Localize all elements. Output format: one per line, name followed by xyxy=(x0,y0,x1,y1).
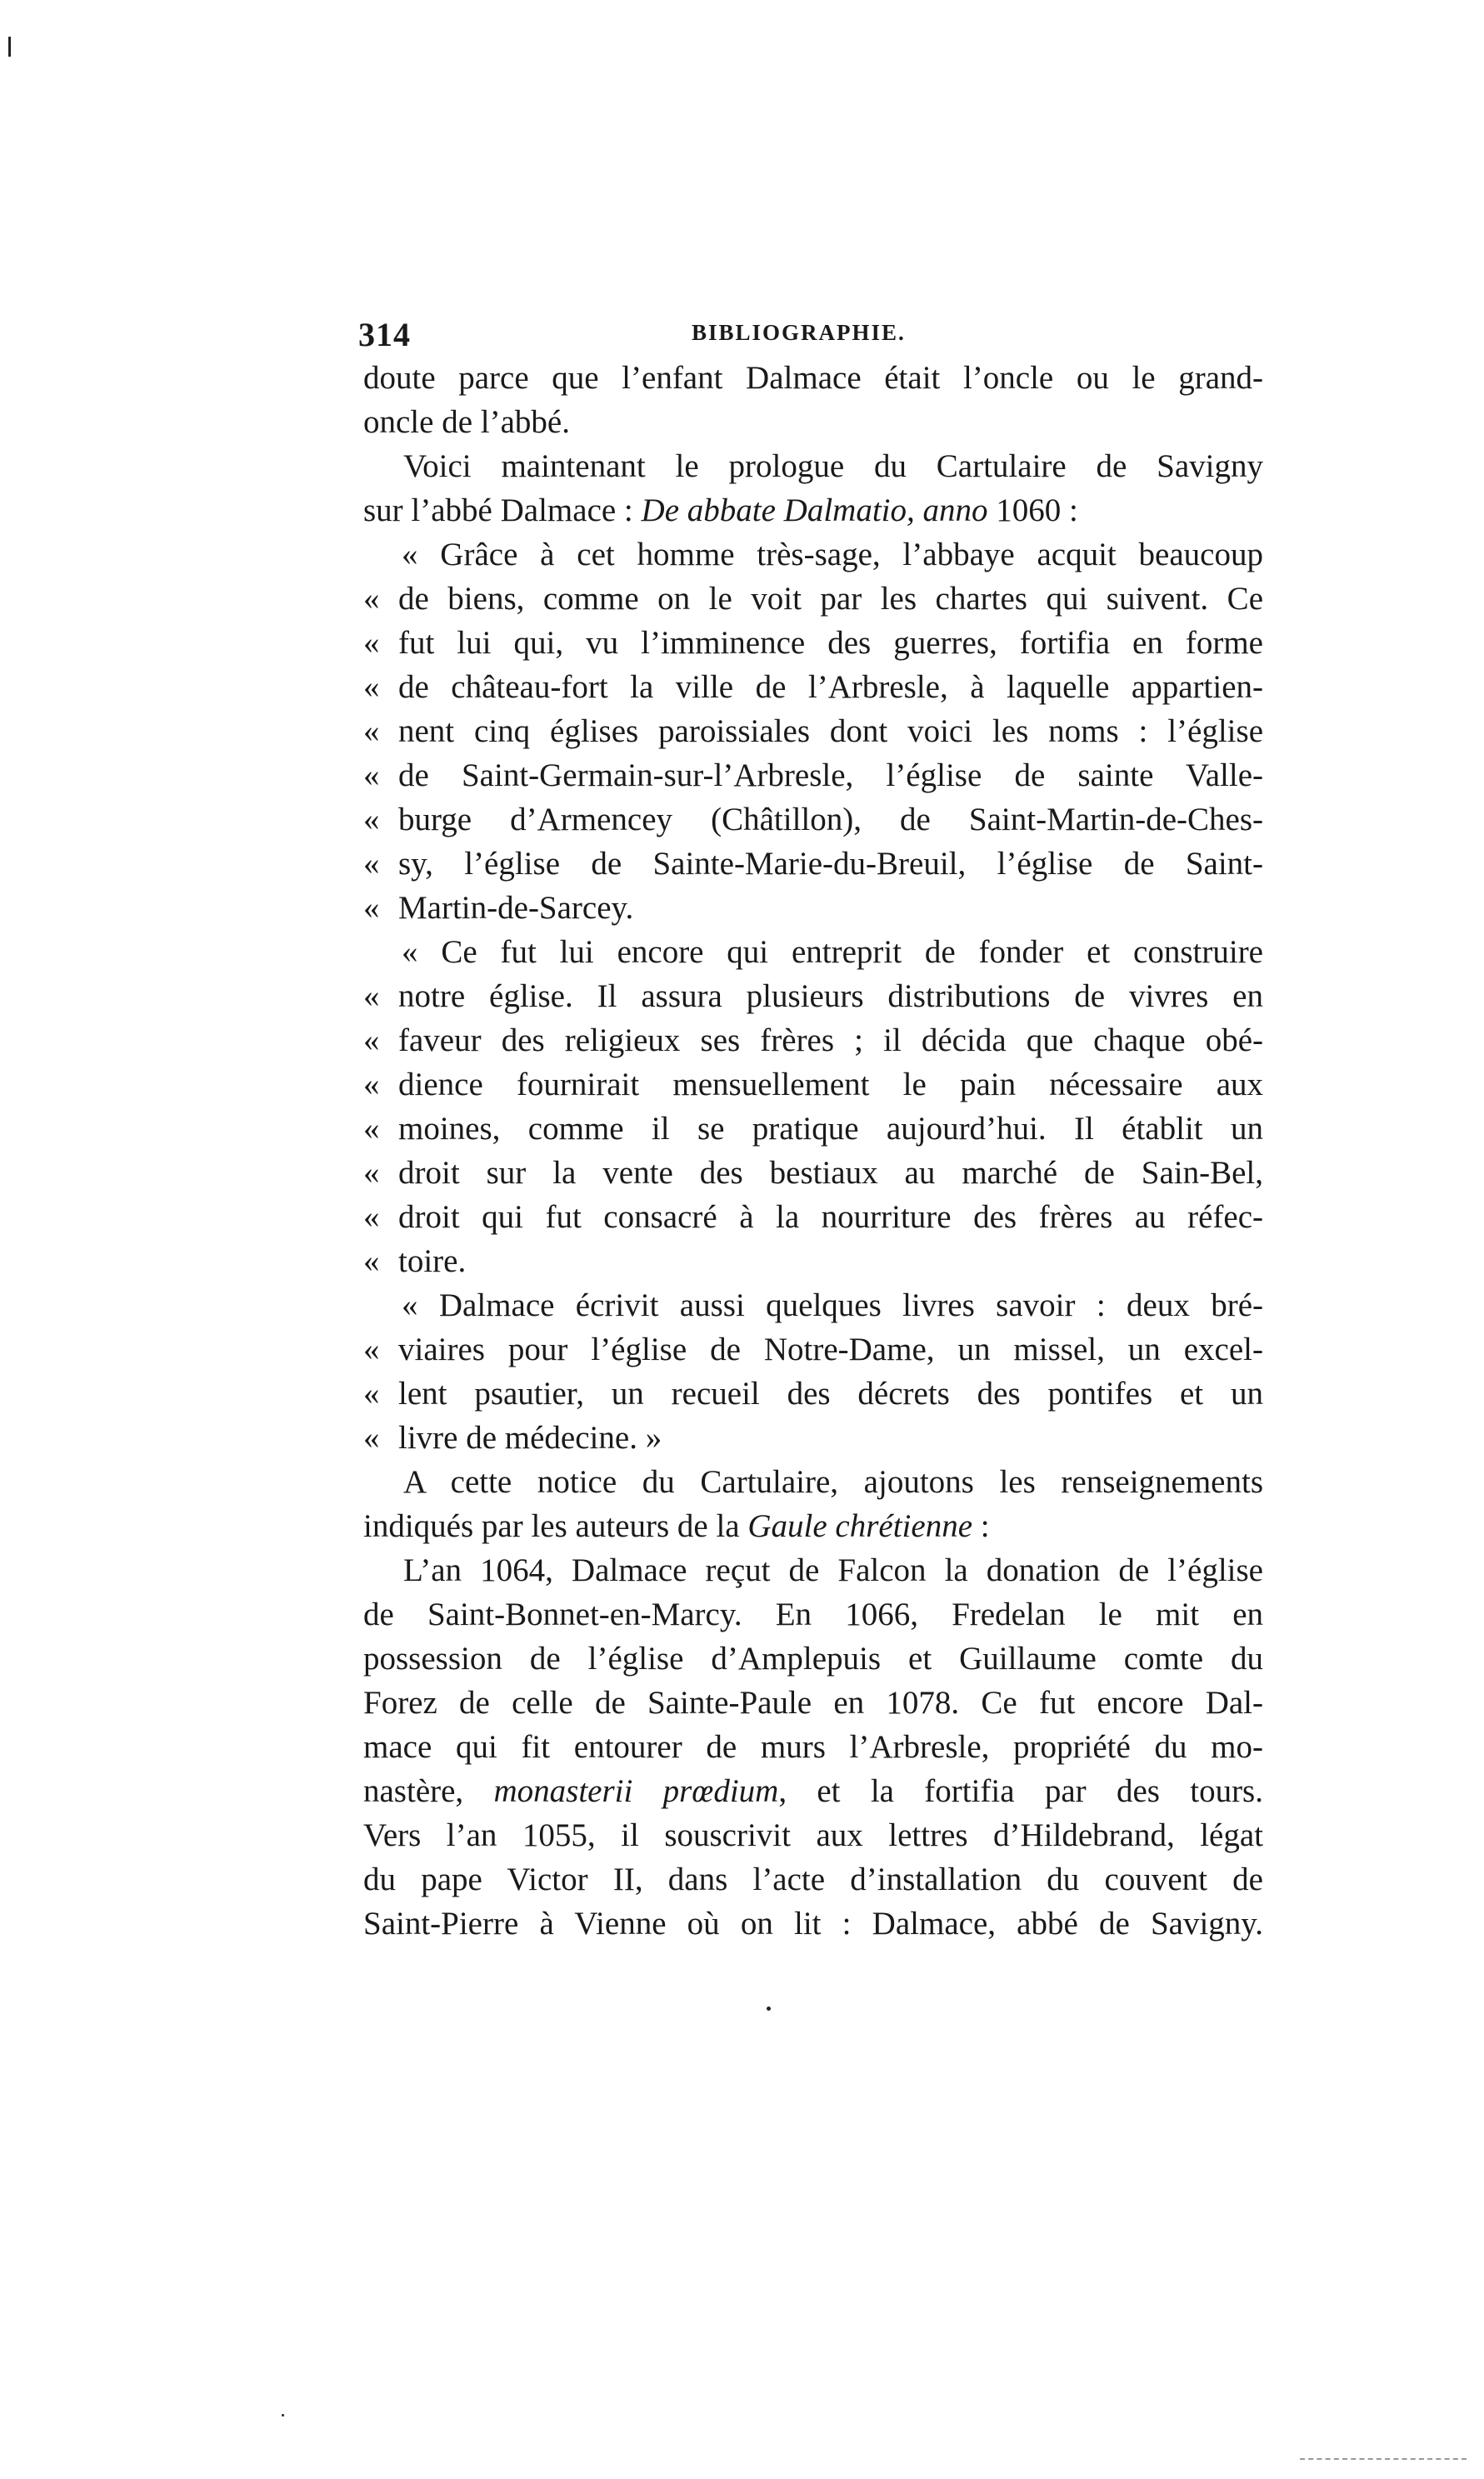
text-line: « livre de médecine. » xyxy=(363,1416,1263,1460)
guillemet-mark: « xyxy=(363,1022,380,1058)
running-head: BIBLIOGRAPHIE. xyxy=(692,320,906,345)
guillemet-mark: « xyxy=(363,1332,380,1367)
text-line: « de Saint-Germain-sur-l’Arbresle, l’église de sainte Valle- xyxy=(363,753,1263,797)
guillemet-mark: « xyxy=(363,1243,380,1279)
text-line: « sy, l’église de Sainte-Marie-du-Breuil, l’église de Saint- xyxy=(363,842,1263,886)
text-line: sur l’abbé Dalmace : De abbate Dalmatio, anno 1060 : xyxy=(363,492,1078,528)
text-line: nastère, monasterii prœdium, et la fortifia par des tours. xyxy=(363,1773,1263,1809)
footer-rule xyxy=(1300,2458,1467,2460)
guillemet-mark: « xyxy=(363,1376,380,1412)
text-line: Forez de celle de Sainte-Paule en 1078. Ce fut encore Dal- xyxy=(363,1685,1263,1721)
guillemet-mark: « xyxy=(363,1067,380,1102)
guillemet-mark: « xyxy=(363,669,380,705)
text-line: Vers l’an 1055, il souscrivit aux lettres d’Hildebrand, légat xyxy=(363,1817,1263,1853)
text-line: « droit sur la vente des bestiaux au marché de Sain-Bel, xyxy=(363,1151,1263,1195)
text-line: « fut lui qui, vu l’imminence des guerres, fortifia en forme xyxy=(363,621,1263,665)
scan-mark xyxy=(8,37,11,57)
text-line: Voici maintenant le prologue du Cartulaire de Savigny xyxy=(403,448,1263,484)
guillemet-mark: « xyxy=(363,846,380,882)
text-line: A cette notice du Cartulaire, ajoutons les renseignements xyxy=(403,1464,1263,1500)
text-line: de Saint-Bonnet-en-Marcy. En 1066, Fredelan le mit en xyxy=(363,1597,1263,1632)
guillemet-mark: « xyxy=(363,1199,380,1235)
text-line: « notre église. Il assura plusieurs distributions de vivres en xyxy=(363,974,1263,1018)
text-line: « burge d’Armencey (Châtillon), de Saint-Martin-de-Ches- xyxy=(363,797,1263,842)
text-line: « viaires pour l’église de Notre-Dame, un missel, un excel- xyxy=(363,1327,1263,1372)
text-line: possession de l’église d’Amplepuis et Guillaume comte du xyxy=(363,1641,1263,1677)
text-line: « dience fournirait mensuellement le pain nécessaire aux xyxy=(363,1062,1263,1107)
text-line: « Grâce à cet homme très-sage, l’abbaye acquit beaucoup xyxy=(402,537,1263,572)
guillemet-mark: « xyxy=(363,890,380,926)
text-line: « toire. xyxy=(363,1239,1263,1283)
guillemet-mark: « xyxy=(363,713,380,749)
stray-dot xyxy=(282,2414,284,2417)
text-line: du pape Victor II, dans l’acte d’installation du couvent de xyxy=(363,1862,1263,1897)
guillemet-mark: « xyxy=(363,1420,380,1456)
page-number: 314 xyxy=(358,316,411,353)
text-line: « de château-fort la ville de l’Arbresle, à laquelle appartien- xyxy=(363,665,1263,709)
guillemet-mark: « xyxy=(363,757,380,793)
stray-dot xyxy=(767,2007,771,2011)
text-line: « de biens, comme on le voit par les chartes qui suivent. Ce xyxy=(363,577,1263,621)
text-line: doute parce que l’enfant Dalmace était l’oncle ou le grand- xyxy=(363,360,1263,396)
text-line: « lent psautier, un recueil des décrets des pontifes et un xyxy=(363,1372,1263,1416)
text-line: Saint-Pierre à Vienne où on lit : Dalmace, abbé de Savigny. xyxy=(363,1906,1263,1942)
text-line: indiqués par les auteurs de la Gaule chrétienne : xyxy=(363,1508,990,1544)
text-line: « Dalmace écrivit aussi quelques livres savoir : deux bré- xyxy=(402,1287,1263,1323)
body-text xyxy=(363,356,1263,1946)
guillemet-mark: « xyxy=(363,581,380,617)
guillemet-mark: « xyxy=(363,1111,380,1147)
text-line: « nent cinq églises paroissiales dont voici les noms : l’église xyxy=(363,709,1263,753)
text-line: oncle de l’abbé. xyxy=(363,404,570,440)
text-line: mace qui fit entourer de murs l’Arbresle, propriété du mo- xyxy=(363,1729,1263,1765)
guillemet-mark: « xyxy=(363,802,380,837)
text-line: « Martin-de-Sarcey. xyxy=(363,886,1263,930)
page-header xyxy=(358,315,1258,357)
guillemet-mark: « xyxy=(363,1155,380,1191)
text-line: « Ce fut lui encore qui entreprit de fonder et construire xyxy=(402,934,1263,970)
text-line: « faveur des religieux ses frères ; il décida que chaque obé- xyxy=(363,1018,1263,1062)
text-line: L’an 1064, Dalmace reçut de Falcon la donation de l’église xyxy=(403,1552,1263,1588)
text-line: « moines, comme il se pratique aujourd’hui. Il établit un xyxy=(363,1107,1263,1151)
text-line: « droit qui fut consacré à la nourriture des frères au réfec- xyxy=(363,1195,1263,1239)
guillemet-mark: « xyxy=(363,978,380,1014)
guillemet-mark: « xyxy=(363,625,380,661)
